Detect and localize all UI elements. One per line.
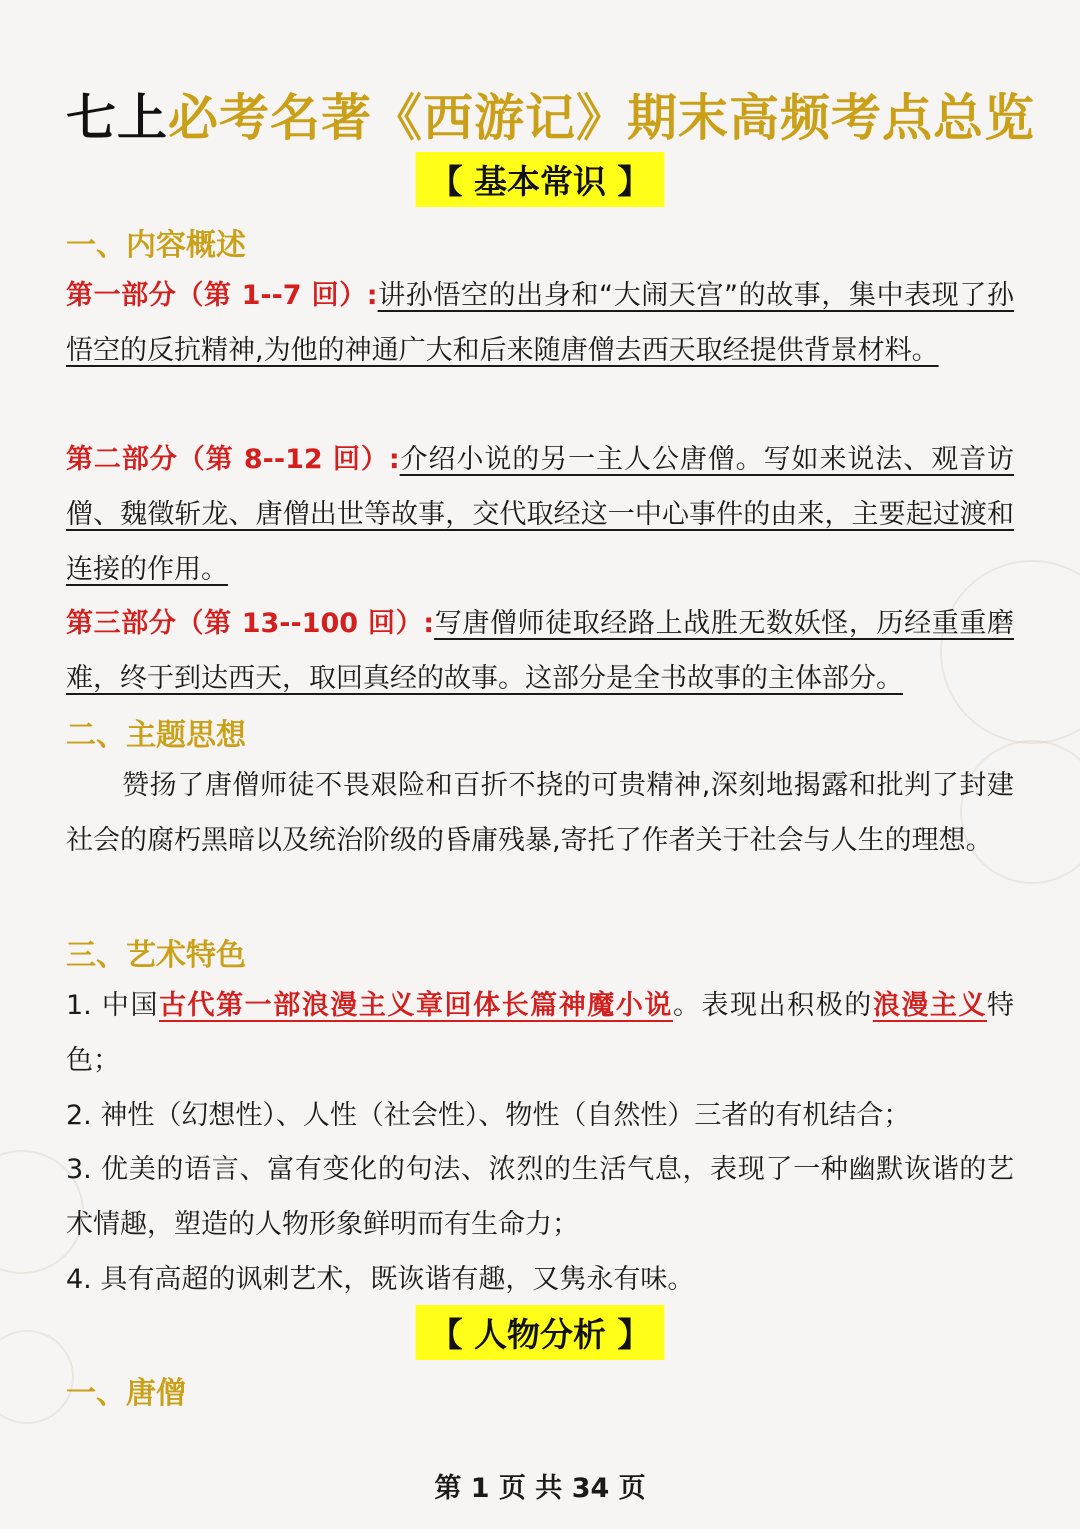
content-part-2 [66, 432, 1014, 597]
heading-art-features: 三、艺术特色 [66, 938, 246, 973]
art-item-1 [66, 978, 1014, 1088]
art-item-1-emphasis-1: 古代第一部浪漫主义章回体长篇神魔小说 [159, 990, 673, 1021]
part-1-text: 讲孙悟空的出身和“大闹天宫”的故事，集中表现了孙悟空的反抗精神,为他的神通广大和后来随唐僧去西天取经提供背景材料。 [66, 280, 1014, 366]
part-2-label: 第二部分（第 8--12 回）: [66, 444, 400, 475]
heading-content-overview: 一、内容概述 [66, 228, 246, 263]
page-title [66, 78, 1035, 150]
art-item-1-pre: 1. 中国 [66, 990, 159, 1021]
page-footer: 第 1 页 共 34 页 [434, 1473, 646, 1504]
theme-text: 赞扬了唐僧师徒不畏艰险和百折不挠的可贵精神,深刻地揭露和批判了封建社会的腐朽黑暗以及统治阶级的昏庸残暴,寄托了作者关于社会与人生的理想。 [66, 770, 1014, 856]
part-3-text: 写唐僧师徒取经路上战胜无数妖怪，历经重重磨难，终于到达西天，取回真经的故事。这部分是全书故事的主体部分。 [66, 608, 1014, 694]
heading-theme: 二、主题思想 [66, 718, 246, 753]
content-part-1 [66, 268, 1014, 378]
art-item-4: 4. 具有高超的讽刺艺术，既诙谐有趣，又隽永有味。 [66, 1264, 695, 1295]
title-main: 必考名著《西游记》期末高频考点总览 [168, 89, 1035, 147]
part-2-text: 介绍小说的另一主人公唐僧。写如来说法、观音访僧、魏徵斩龙、唐僧出世等故事，交代取经这一中心事件的由来，主要起过渡和连接的作用。 [66, 444, 1015, 585]
banner-basic-knowledge: 【 基本常识 】 [416, 152, 665, 207]
art-item-3: 3. 优美的语言、富有变化的句法、浓烈的生活气息，表现了一种幽默诙谐的艺术情趣，塑造的人物形象鲜明而有生命力； [66, 1154, 1014, 1240]
banner-character-analysis: 【 人物分析 】 [416, 1305, 665, 1360]
art-item-1-mid: 。表现出积极的 [672, 990, 873, 1021]
part-1-label: 第一部分（第 1--7 回）: [66, 280, 378, 311]
background-swirl [0, 1330, 74, 1424]
content-part-3 [66, 596, 1014, 706]
heading-tangseng: 一、唐僧 [66, 1376, 186, 1411]
art-item-1-emphasis-2: 浪漫主义 [872, 990, 988, 1021]
art-item-1-post: 特色； [66, 990, 1015, 1076]
art-item-2: 2. 神性（幻想性）、人性（社会性）、物性（自然性）三者的有机结合； [66, 1100, 911, 1131]
part-3-label: 第三部分（第 13--100 回）: [66, 608, 435, 639]
title-prefix: 七上 [66, 89, 168, 147]
